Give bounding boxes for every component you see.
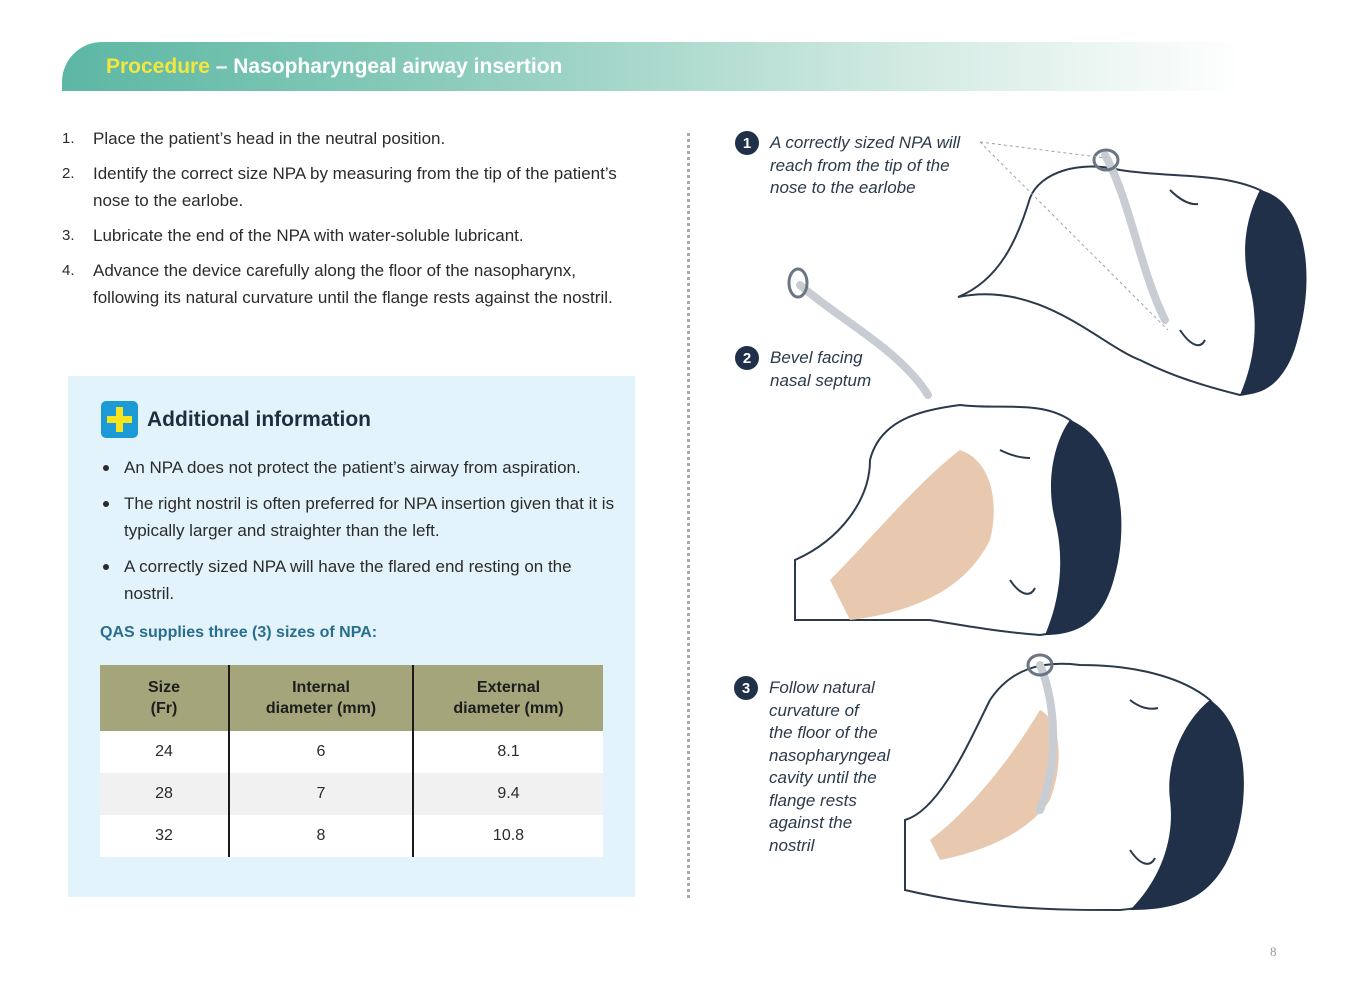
table-row [100,815,603,857]
cell-internal: 6 [229,731,413,773]
step-text: Identify the correct size NPA by measuring from the tip of the patient’s nose to the earlobe. [93,164,617,210]
supply-heading: QAS supplies three (3) sizes of NPA: [100,624,378,641]
table-header-row [100,665,603,731]
info-bullets [101,454,626,616]
additional-info-box [68,376,635,897]
cell-external: 9.4 [413,773,603,815]
step-number: 4. [62,262,75,279]
cell-size: 24 [100,731,229,773]
table-row [100,773,603,815]
step-badge-1: 1 [735,131,759,155]
cell-internal: 7 [229,773,413,815]
banner-separator: – [209,54,234,78]
header-internal-diameter: Internal diameter (mm) [229,665,413,731]
step-badge-2: 2 [735,346,759,370]
section-banner [62,42,1242,91]
step-number: 2. [62,165,75,182]
npa-illustration [700,120,1340,920]
cell-internal: 8 [229,815,413,857]
info-header [101,401,371,438]
step-text: Place the patient’s head in the neutral position. [93,129,446,148]
step-number: 1. [62,130,75,147]
info-bullet: An NPA does not protect the patient’s airway from aspiration. [101,454,626,481]
caption-2: Bevel facing nasal septum [770,348,872,390]
step-item [62,257,632,311]
cell-size: 32 [100,815,229,857]
step-text: Lubricate the end of the NPA with water-soluble lubricant. [93,226,524,245]
banner-title: Nasopharyngeal airway insertion [233,54,563,78]
header-external-diameter: External diameter (mm) [413,665,603,731]
step-item [62,222,632,249]
head-illustration-3 [905,655,1244,910]
procedure-steps [62,125,632,319]
step-badge-3: 3 [734,676,758,700]
npa-size-table [100,665,603,857]
head-illustration-2 [795,405,1121,635]
step-text: Advance the device carefully along the floor of the nasopharynx, following its natural curvature until the flange rests against the nostril. [93,261,613,307]
cell-external: 8.1 [413,731,603,773]
step-item [62,160,632,214]
table-row [100,731,603,773]
banner-label: Procedure [106,54,210,78]
cell-external: 10.8 [413,815,603,857]
caption-1: A correctly sized NPA will reach from the tip of the nose to the earlobe [770,133,961,197]
head-illustration-1 [958,142,1307,395]
step-item [62,125,632,152]
info-bullet: A correctly sized NPA will have the flared end resting on the nostril. [101,553,626,607]
caption-3: Follow natural curvature of the floor of the nasopharyngeal cavity until the flange rests against the nostril [769,678,890,855]
step-number: 3. [62,227,75,244]
plus-icon [101,401,138,438]
column-divider [687,133,690,898]
cell-size: 28 [100,773,229,815]
info-title: Additional information [147,407,371,431]
page-number: 8 [1270,944,1277,959]
header-size: Size (Fr) [100,665,229,731]
info-bullet: The right nostril is often preferred for NPA insertion given that it is typically larger and straighter than the left. [101,490,626,544]
